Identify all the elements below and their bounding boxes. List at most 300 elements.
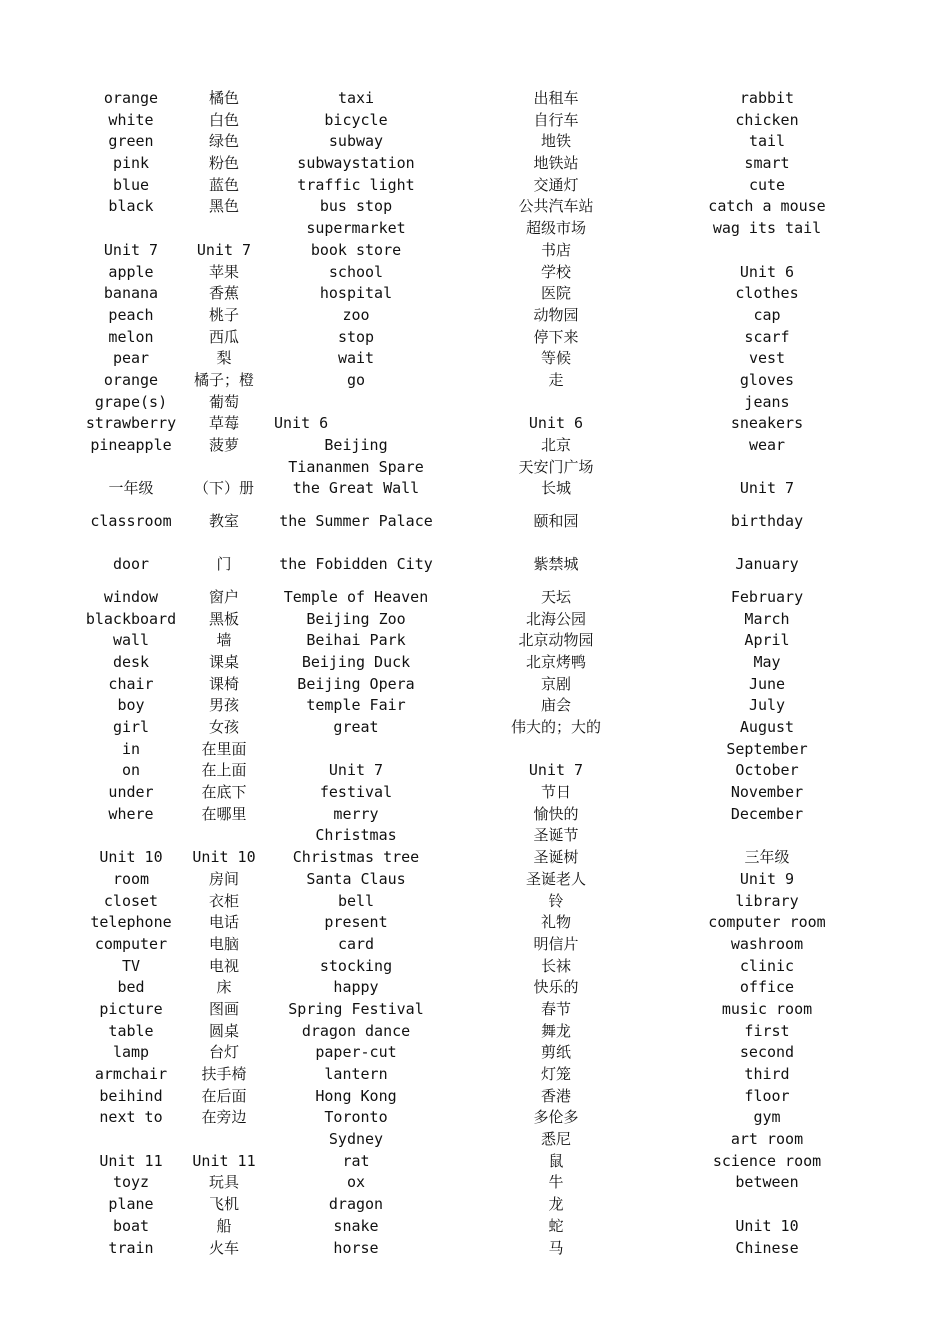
table-cell-c2[interactable]: 台灯 — [208, 1043, 239, 1062]
table-cell-c1[interactable]: classroom — [90, 511, 172, 530]
table-cell-c2[interactable]: 玩具 — [208, 1173, 239, 1192]
table-cell-c1[interactable]: Unit 11 — [99, 1151, 163, 1170]
table-cell-c2[interactable]: 菠萝 — [208, 436, 239, 455]
table-cell-c4[interactable]: 蛇 — [548, 1216, 564, 1235]
table-cell-c1[interactable]: Unit 10 — [99, 848, 163, 867]
table-row — [84, 1194, 864, 1216]
table-cell-c4[interactable]: 出租车 — [533, 89, 579, 108]
table-row — [84, 348, 864, 370]
table-cell-c4[interactable]: 停下来 — [533, 327, 579, 346]
table-cell-c5[interactable]: between — [735, 1173, 799, 1192]
table-cell-c1[interactable]: 一年级 — [108, 479, 154, 498]
table-cell-c3[interactable]: subwaystation — [297, 154, 415, 173]
vocabulary-sheet — [84, 88, 864, 1259]
table-cell-c1[interactable]: train — [108, 1238, 154, 1257]
table-row — [84, 1216, 864, 1238]
table-cell-c3[interactable]: Toronto — [324, 1108, 388, 1127]
table-row — [84, 977, 864, 999]
table-cell-c3[interactable]: Beijing Duck — [301, 652, 411, 671]
table-cell-c3[interactable]: the Great Wall — [292, 479, 420, 498]
table-row — [84, 110, 864, 132]
table-cell-c5[interactable]: June — [748, 674, 786, 693]
table-cell-c3[interactable]: Beijing — [324, 436, 388, 455]
table-cell-c1[interactable]: pink — [112, 154, 150, 173]
table-cell-c3[interactable]: taxi — [337, 89, 375, 108]
table-cell-c2[interactable]: 房间 — [208, 869, 239, 888]
table-cell-c2[interactable]: 扶手椅 — [201, 1065, 247, 1084]
table-cell-c2[interactable]: 粉色 — [208, 154, 239, 173]
table-cell-c3[interactable]: Beijing Opera — [297, 674, 415, 693]
table-row — [84, 283, 864, 305]
table-cell-c4[interactable]: 伟大的；大的 — [510, 718, 601, 737]
table-cell-c1[interactable]: under — [108, 783, 154, 802]
table-row — [84, 760, 864, 782]
table-cell-c3[interactable]: snake — [333, 1216, 379, 1235]
table-cell-c5[interactable]: August — [739, 718, 795, 737]
table-cell-c1[interactable]: plane — [108, 1195, 154, 1214]
table-row — [84, 1021, 864, 1043]
table-cell-c5[interactable]: cap — [753, 305, 781, 324]
table-cell-c1[interactable]: blue — [112, 175, 150, 194]
table-row — [84, 869, 864, 891]
table-cell-c5[interactable]: sneakers — [730, 414, 804, 433]
table-row — [84, 912, 864, 934]
table-row — [84, 175, 864, 197]
table-cell-c4[interactable]: 牛 — [548, 1173, 564, 1192]
table-cell-c4[interactable]: 香港 — [540, 1086, 571, 1105]
table-cell-c2[interactable]: 女孩 — [208, 718, 239, 737]
table-cell-c3[interactable]: supermarket — [306, 219, 406, 238]
table-cell-c2[interactable]: 黑板 — [208, 609, 239, 628]
table-cell-c1[interactable]: wall — [112, 631, 150, 650]
table-cell-c5[interactable]: Unit 9 — [739, 869, 795, 888]
table-row — [84, 1107, 864, 1129]
table-cell-c4[interactable]: 地铁站 — [533, 154, 579, 173]
table-cell-c4[interactable]: 紫禁城 — [533, 555, 579, 574]
table-cell-c4[interactable] — [442, 392, 670, 414]
table-cell-c5[interactable]: birthday — [730, 511, 804, 530]
table-row — [84, 674, 864, 696]
table-cell-c3[interactable]: stop — [337, 327, 375, 346]
table-row — [84, 370, 864, 392]
table-cell-c5[interactable]: floor — [744, 1086, 790, 1105]
table-cell-c3[interactable]: stocking — [319, 956, 393, 975]
table-cell-c2[interactable]: 船 — [216, 1216, 232, 1235]
table-cell-c1[interactable]: window — [103, 587, 159, 606]
table-row — [84, 305, 864, 327]
table-cell-c4[interactable]: 长城 — [540, 479, 571, 498]
table-cell-c2[interactable]: （下）册 — [193, 479, 254, 498]
table-cell-c5[interactable]: February — [730, 587, 804, 606]
table-cell-c5[interactable]: music room — [721, 999, 813, 1018]
table-cell-c5[interactable]: April — [744, 631, 790, 650]
table-cell-c3[interactable]: great — [333, 718, 379, 737]
table-cell-c2[interactable]: 黑色 — [208, 197, 239, 216]
table-cell-c5[interactable] — [670, 240, 864, 262]
table-cell-c5[interactable]: rabbit — [739, 89, 795, 108]
table-cell-c5[interactable]: office — [739, 978, 795, 997]
table-cell-c2[interactable]: 橘子；橙 — [193, 370, 254, 389]
table-cell-c4[interactable]: Unit 6 — [528, 414, 584, 433]
table-cell-c3[interactable]: merry — [333, 804, 379, 823]
table-cell-c2[interactable]: 教室 — [208, 511, 239, 530]
table-cell-c2[interactable]: 白色 — [208, 110, 239, 129]
table-row — [84, 218, 864, 240]
table-cell-c2[interactable]: 门 — [216, 555, 232, 574]
table-cell-c5[interactable]: art room — [730, 1130, 804, 1149]
table-cell-c4[interactable] — [442, 739, 670, 761]
table-cell-c4[interactable]: 京剧 — [540, 674, 571, 693]
table-cell-c5[interactable]: July — [748, 696, 786, 715]
table-cell-c3[interactable]: Sydney — [328, 1130, 384, 1149]
table-cell-c5[interactable] — [670, 457, 864, 479]
table-cell-c1[interactable]: peach — [108, 305, 154, 324]
table-cell-c3[interactable]: paper-cut — [315, 1043, 397, 1062]
table-cell-c3[interactable]: happy — [333, 978, 379, 997]
table-cell-c2[interactable]: 橘色 — [208, 89, 239, 108]
table-cell-c2[interactable]: 西瓜 — [208, 327, 239, 346]
table-cell-c1[interactable]: pear — [112, 349, 150, 368]
table-cell-c1[interactable] — [84, 1129, 178, 1151]
table-row — [84, 609, 864, 631]
table-cell-c3[interactable]: Unit 7 — [328, 761, 384, 780]
table-cell-c4[interactable]: 舞龙 — [540, 1021, 571, 1040]
table-cell-c3[interactable]: the Summer Palace — [279, 511, 433, 530]
table-cell-c2[interactable] — [178, 825, 270, 847]
table-cell-c3[interactable]: Hong Kong — [315, 1086, 397, 1105]
table-cell-c4[interactable]: 北京 — [540, 436, 571, 455]
table-cell-c1[interactable]: boat — [112, 1216, 150, 1235]
table-cell-c4[interactable]: 颐和园 — [533, 511, 579, 530]
table-cell-c2[interactable]: Unit 10 — [192, 848, 256, 867]
table-cell-c3[interactable]: Tiananmen Spare — [288, 457, 424, 476]
table-cell-c4[interactable]: 多伦多 — [533, 1108, 579, 1127]
table-cell-c3[interactable]: bus stop — [319, 197, 393, 216]
table-cell-c3[interactable]: Unit 6 — [274, 414, 329, 433]
table-cell-c4[interactable]: 马 — [548, 1238, 564, 1257]
table-row — [84, 88, 864, 110]
table-cell-c3[interactable]: festival — [319, 783, 393, 802]
table-cell-c1[interactable]: banana — [103, 284, 159, 303]
table-cell-c4[interactable]: 快乐的 — [533, 978, 579, 997]
table-cell-c1[interactable]: girl — [112, 718, 150, 737]
table-cell-c1[interactable]: melon — [108, 327, 154, 346]
table-cell-c1[interactable]: where — [108, 804, 154, 823]
table-cell-c1[interactable]: desk — [112, 652, 150, 671]
table-cell-c4[interactable]: 圣诞树 — [533, 848, 579, 867]
table-cell-c3[interactable] — [270, 739, 442, 761]
table-cell-c2[interactable]: 图画 — [208, 999, 239, 1018]
table-cell-c5[interactable] — [670, 1194, 864, 1216]
table-row — [84, 847, 864, 869]
table-cell-c4[interactable]: 愉快的 — [533, 804, 579, 823]
table-cell-c1[interactable]: computer — [94, 934, 168, 953]
table-cell-c3[interactable]: rat — [342, 1151, 370, 1170]
table-cell-c5[interactable]: Unit 7 — [739, 479, 795, 498]
table-cell-c2[interactable] — [178, 457, 270, 479]
table-cell-c1[interactable]: on — [121, 761, 141, 780]
table-cell-c1[interactable]: telephone — [90, 913, 172, 932]
table-cell-c5[interactable]: clinic — [739, 956, 795, 975]
table-cell-c3[interactable] — [270, 392, 442, 414]
table-cell-c2[interactable]: 香蕉 — [208, 284, 239, 303]
table-cell-c3[interactable]: Beijing Zoo — [306, 609, 406, 628]
table-cell-c2[interactable]: 草莓 — [208, 414, 239, 433]
table-cell-c2[interactable] — [178, 218, 270, 240]
table-cell-c5[interactable]: wag its tail — [712, 219, 822, 238]
table-cell-c4[interactable]: 公共汽车站 — [518, 197, 594, 216]
table-cell-c5[interactable]: library — [735, 891, 799, 910]
table-cell-c4[interactable]: 龙 — [548, 1195, 564, 1214]
table-cell-c4[interactable]: 圣诞老人 — [525, 869, 586, 888]
table-cell-c5[interactable]: wear — [748, 436, 786, 455]
table-cell-c4[interactable]: 春节 — [540, 999, 571, 1018]
table-cell-c3[interactable]: card — [337, 934, 375, 953]
table-cell-c3[interactable]: the Fobidden City — [279, 555, 433, 574]
table-row — [84, 1151, 864, 1173]
table-cell-c1[interactable] — [84, 218, 178, 240]
table-cell-c3[interactable]: bell — [337, 891, 375, 910]
table-cell-c2[interactable]: 桃子 — [208, 305, 239, 324]
table-cell-c4[interactable]: 北京动物园 — [518, 631, 594, 650]
table-cell-c2[interactable]: 蓝色 — [208, 175, 239, 194]
table-cell-c3[interactable]: wait — [337, 349, 375, 368]
table-cell-c2[interactable]: 在上面 — [201, 761, 247, 780]
table-cell-c5[interactable]: catch a mouse — [708, 197, 826, 216]
table-cell-c4[interactable]: Unit 7 — [528, 761, 584, 780]
table-cell-c1[interactable]: beihind — [99, 1086, 163, 1105]
table-cell-c1[interactable]: pineapple — [90, 436, 172, 455]
table-cell-c2[interactable]: 课桌 — [208, 652, 239, 671]
table-row — [84, 1064, 864, 1086]
table-cell-c5[interactable]: computer room — [708, 913, 826, 932]
table-cell-c1[interactable]: armchair — [94, 1065, 168, 1084]
table-row — [84, 587, 864, 609]
table-cell-c1[interactable]: boy — [117, 696, 145, 715]
table-cell-c5[interactable]: chicken — [735, 110, 799, 129]
table-cell-c3[interactable]: present — [324, 913, 388, 932]
table-cell-c2[interactable]: 绿色 — [208, 132, 239, 151]
table-cell-c1[interactable]: apple — [108, 262, 154, 281]
table-cell-c1[interactable] — [84, 825, 178, 847]
table-row — [84, 392, 864, 414]
table-cell-c3[interactable]: go — [346, 370, 366, 389]
table-cell-c1[interactable]: table — [108, 1021, 154, 1040]
table-cell-c3[interactable]: zoo — [342, 305, 370, 324]
table-cell-c4[interactable]: 明信片 — [533, 934, 579, 953]
table-row — [84, 630, 864, 652]
table-cell-c4[interactable]: 地铁 — [540, 132, 571, 151]
table-cell-c3[interactable]: Christmas — [315, 826, 397, 845]
table-cell-c1[interactable]: closet — [103, 891, 159, 910]
table-cell-c1[interactable]: door — [112, 555, 150, 574]
table-cell-c5[interactable]: January — [735, 555, 799, 574]
table-cell-c4[interactable]: 礼物 — [540, 913, 571, 932]
table-cell-c3[interactable]: Beihai Park — [306, 631, 406, 650]
table-cell-c5[interactable]: science room — [712, 1151, 822, 1170]
table-cell-c4[interactable]: 庙会 — [540, 696, 571, 715]
table-cell-c4[interactable]: 铃 — [548, 891, 564, 910]
table-cell-c5[interactable]: March — [744, 609, 790, 628]
table-cell-c2[interactable]: 墙 — [216, 631, 232, 650]
table-cell-c3[interactable]: Temple of Heaven — [283, 587, 429, 606]
table-cell-c3[interactable]: dragon — [328, 1195, 384, 1214]
table-cell-c4[interactable]: 医院 — [540, 284, 571, 303]
table-cell-c4[interactable]: 超级市场 — [525, 219, 586, 238]
table-row — [84, 934, 864, 956]
table-cell-c5[interactable]: gloves — [739, 370, 795, 389]
table-cell-c2[interactable] — [178, 1129, 270, 1151]
table-row — [84, 500, 864, 543]
table-row — [84, 652, 864, 674]
table-cell-c1[interactable]: white — [108, 110, 154, 129]
table-cell-c5[interactable]: gym — [753, 1108, 781, 1127]
table-cell-c4[interactable]: 北京烤鸭 — [525, 652, 586, 671]
table-row — [84, 1086, 864, 1108]
table-cell-c2[interactable]: 在后面 — [201, 1086, 247, 1105]
table-cell-c5[interactable]: second — [739, 1043, 795, 1062]
table-cell-c4[interactable]: 书店 — [540, 240, 571, 259]
table-row — [84, 240, 864, 262]
table-cell-c4[interactable]: 鼠 — [548, 1151, 564, 1170]
table-cell-c5[interactable]: scarf — [744, 327, 790, 346]
table-cell-c1[interactable]: grape(s) — [94, 392, 168, 411]
table-row — [84, 717, 864, 739]
table-cell-c5[interactable]: October — [735, 761, 799, 780]
table-cell-c2[interactable]: 葡萄 — [208, 392, 239, 411]
table-cell-c2[interactable]: 火车 — [208, 1238, 239, 1257]
table-cell-c1[interactable]: bed — [117, 978, 145, 997]
table-cell-c5[interactable]: third — [744, 1065, 790, 1084]
table-cell-c2[interactable]: 在哪里 — [201, 804, 247, 823]
table-cell-c5[interactable]: Unit 10 — [735, 1216, 799, 1235]
table-cell-c5[interactable]: May — [753, 652, 781, 671]
table-cell-c3[interactable]: Christmas tree — [292, 848, 420, 867]
table-cell-c1[interactable]: in — [121, 739, 141, 758]
table-cell-c3[interactable]: school — [328, 262, 384, 281]
table-cell-c4[interactable]: 学校 — [540, 262, 571, 281]
table-cell-c1[interactable]: toyz — [112, 1173, 150, 1192]
table-cell-c5[interactable]: clothes — [735, 284, 799, 303]
table-cell-c4[interactable]: 等候 — [540, 349, 571, 368]
table-cell-c2[interactable]: 衣柜 — [208, 891, 239, 910]
table-cell-c4[interactable]: 自行车 — [533, 110, 579, 129]
table-cell-c2[interactable]: 电话 — [208, 913, 239, 932]
table-cell-c2[interactable]: 男孩 — [208, 696, 239, 715]
table-row — [84, 782, 864, 804]
table-cell-c3[interactable]: bicycle — [324, 110, 388, 129]
table-cell-c4[interactable]: 交通灯 — [533, 175, 579, 194]
table-cell-c5[interactable]: first — [744, 1021, 790, 1040]
table-cell-c2[interactable]: 在旁边 — [201, 1108, 247, 1127]
table-cell-c5[interactable]: Unit 6 — [739, 262, 795, 281]
table-row — [84, 956, 864, 978]
table-row — [84, 1237, 864, 1259]
table-cell-c2[interactable]: 飞机 — [208, 1195, 239, 1214]
table-cell-c3[interactable]: dragon dance — [301, 1021, 411, 1040]
table-cell-c4[interactable]: 天安门广场 — [518, 457, 594, 476]
table-cell-c1[interactable]: orange — [103, 89, 159, 108]
table-cell-c4[interactable]: 节日 — [540, 783, 571, 802]
table-cell-c1[interactable] — [84, 457, 178, 479]
table-cell-c1[interactable]: strawberry — [85, 414, 177, 433]
table-cell-c2[interactable]: 窗户 — [208, 587, 239, 606]
table-cell-c5[interactable]: vest — [748, 349, 786, 368]
table-cell-c1[interactable]: black — [108, 197, 154, 216]
table-cell-c2[interactable]: 课椅 — [208, 674, 239, 693]
table-cell-c4[interactable]: 灯笼 — [540, 1065, 571, 1084]
table-cell-c2[interactable]: Unit 11 — [192, 1151, 256, 1170]
table-cell-c1[interactable]: blackboard — [85, 609, 177, 628]
table-cell-c3[interactable]: hospital — [319, 284, 393, 303]
table-row — [84, 327, 864, 349]
table-cell-c5[interactable]: cute — [748, 175, 786, 194]
table-cell-c1[interactable]: lamp — [112, 1043, 150, 1062]
table-cell-c4[interactable]: 长袜 — [540, 956, 571, 975]
table-cell-c4[interactable]: 天坛 — [540, 587, 571, 606]
table-cell-c4[interactable]: 剪纸 — [540, 1043, 571, 1062]
table-cell-c2[interactable]: 在里面 — [201, 739, 247, 758]
table-row — [84, 695, 864, 717]
table-cell-c5[interactable]: 三年级 — [744, 848, 790, 867]
table-cell-c5[interactable]: jeans — [744, 392, 790, 411]
table-cell-c5[interactable]: smart — [744, 154, 790, 173]
table-cell-c5[interactable]: washroom — [730, 934, 804, 953]
table-cell-c3[interactable]: traffic light — [297, 175, 415, 194]
table-cell-c5[interactable]: December — [730, 804, 804, 823]
table-cell-c3[interactable]: horse — [333, 1238, 379, 1257]
table-cell-c3[interactable]: subway — [328, 132, 384, 151]
table-row — [84, 413, 864, 435]
table-cell-c3[interactable]: Spring Festival — [288, 999, 424, 1018]
table-cell-c2[interactable]: 梨 — [216, 349, 232, 368]
table-cell-c1[interactable]: chair — [108, 674, 154, 693]
table-cell-c3[interactable]: book store — [310, 240, 402, 259]
table-cell-c2[interactable]: 在底下 — [201, 783, 247, 802]
table-cell-c1[interactable]: orange — [103, 370, 159, 389]
table-cell-c4[interactable]: 动物园 — [533, 305, 579, 324]
table-cell-c3[interactable]: lantern — [324, 1065, 388, 1084]
table-cell-c4[interactable]: 圣诞节 — [533, 826, 579, 845]
table-cell-c2[interactable]: 圆桌 — [208, 1021, 239, 1040]
table-cell-c2[interactable]: 电脑 — [208, 934, 239, 953]
table-cell-c5[interactable]: November — [730, 783, 804, 802]
table-cell-c1[interactable]: green — [108, 132, 154, 151]
table-cell-c5[interactable] — [670, 825, 864, 847]
table-cell-c1[interactable]: picture — [99, 999, 163, 1018]
table-cell-c4[interactable]: 走 — [548, 370, 564, 389]
table-cell-c4[interactable]: 悉尼 — [540, 1130, 571, 1149]
table-cell-c2[interactable]: 电视 — [208, 956, 239, 975]
table-cell-c1[interactable]: TV — [121, 956, 141, 975]
table-cell-c2[interactable]: 苹果 — [208, 262, 239, 281]
table-row — [84, 543, 864, 586]
table-cell-c1[interactable]: Unit 7 — [103, 240, 159, 259]
table-row — [84, 999, 864, 1021]
table-cell-c2[interactable]: 床 — [216, 978, 232, 997]
table-cell-c5[interactable]: September — [726, 739, 808, 758]
table-cell-c4[interactable]: 北海公园 — [525, 609, 586, 628]
table-cell-c5[interactable]: Chinese — [735, 1238, 799, 1257]
table-cell-c1[interactable]: next to — [99, 1108, 163, 1127]
table-cell-c2[interactable]: Unit 7 — [196, 240, 252, 259]
table-cell-c3[interactable]: ox — [346, 1173, 366, 1192]
table-cell-c5[interactable]: tail — [748, 132, 786, 151]
table-cell-c1[interactable]: room — [112, 869, 150, 888]
table-cell-c3[interactable]: temple Fair — [306, 696, 406, 715]
table-cell-c3[interactable]: Santa Claus — [306, 869, 406, 888]
table-row — [84, 890, 864, 912]
